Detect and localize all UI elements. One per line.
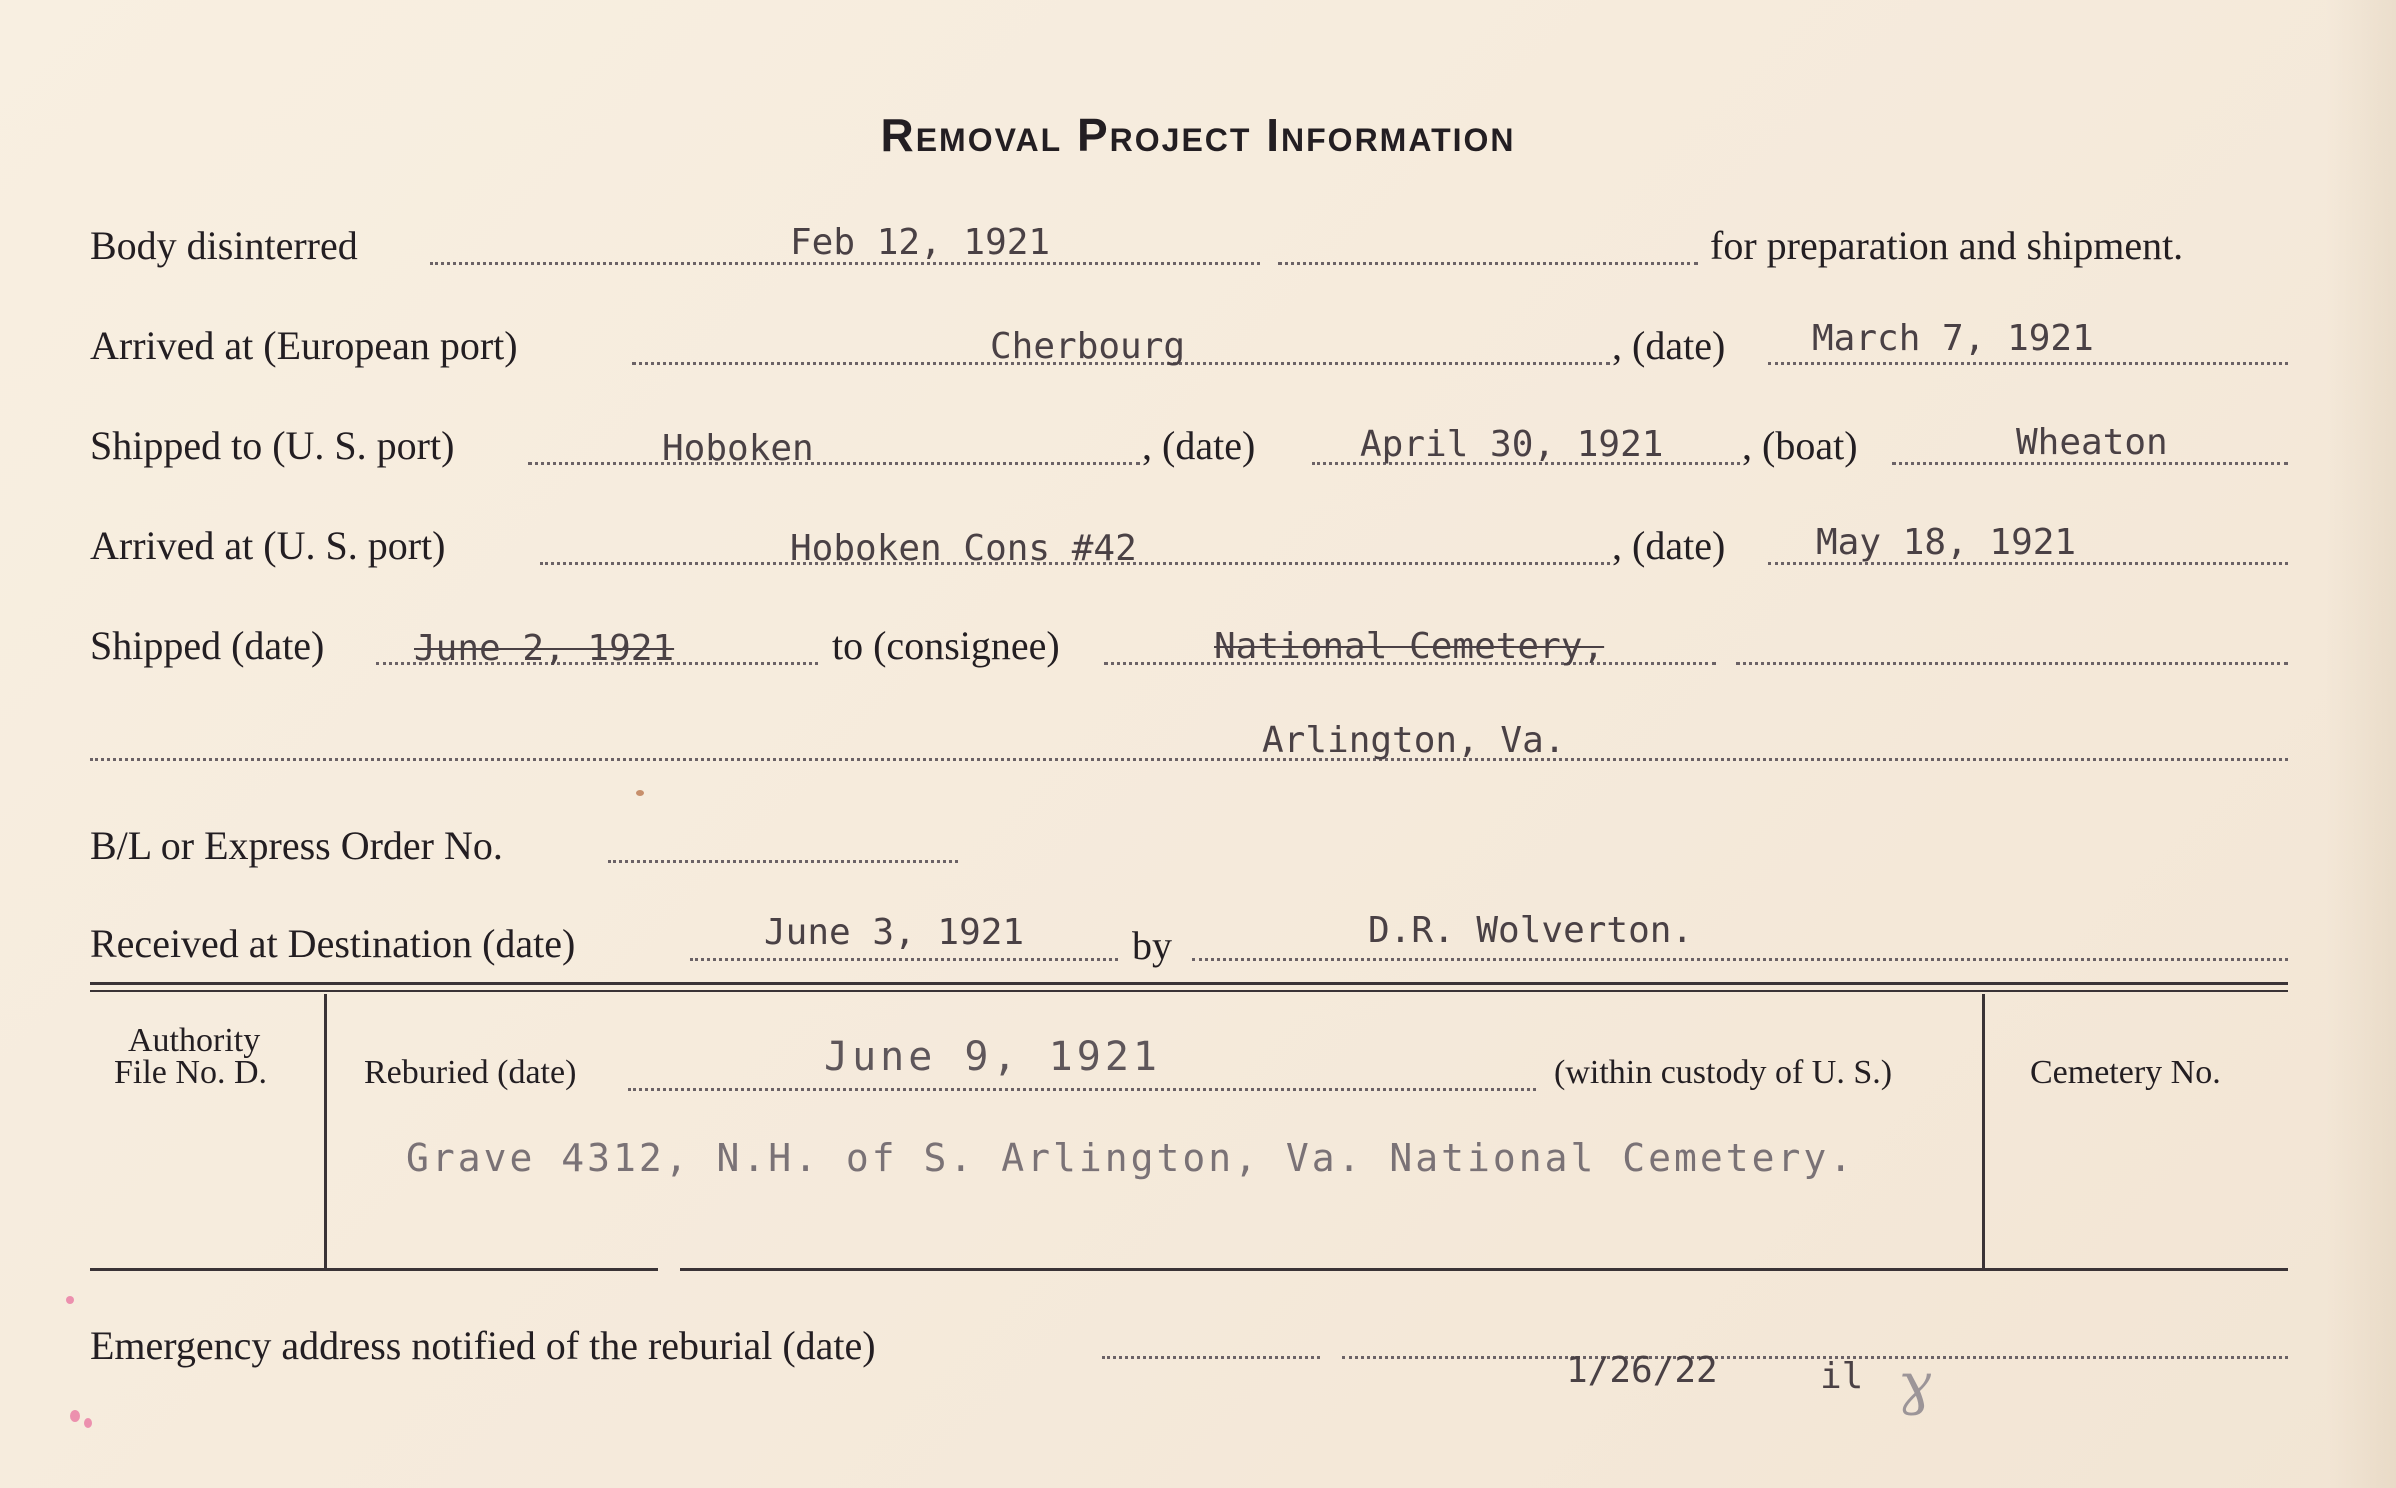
shipped-us-boat-label: , (boat) — [1742, 423, 1858, 468]
body-disinterred-value: Feb 12, 1921 — [790, 222, 1051, 263]
box-divider-right — [1982, 994, 1985, 1268]
card-edge-shadow — [2326, 0, 2396, 1488]
reburied-line — [628, 1088, 1536, 1091]
shipped-label: Shipped (date) — [90, 623, 325, 668]
ink-blot — [66, 1296, 74, 1304]
received-by-label: by — [1132, 923, 1172, 968]
arrived-us-date-label: , (date) — [1612, 523, 1726, 568]
shipped-consignee-line2: Arlington, Va. — [1262, 720, 1566, 761]
form-title: Removal Project Information — [880, 109, 1516, 161]
arrived-european-label: Arrived at (European port) — [90, 323, 518, 368]
body-disinterred-label: Body disinterred — [90, 223, 358, 268]
arrived-us-value: Hoboken Cons #42 — [790, 528, 1137, 569]
box-bottom-rule-2 — [680, 1268, 2288, 1271]
cemetery-no-label: Cemetery No. — [2030, 1054, 2221, 1091]
reburied-date: June 9, 1921 — [824, 1034, 1161, 1080]
ink-blot — [636, 790, 644, 796]
emergency-initials: il — [1820, 1356, 1864, 1397]
shipped-us-line — [528, 462, 1140, 465]
box-top-rule — [90, 982, 2288, 985]
box-top-rule-2 — [90, 990, 2288, 992]
bl-order-label: B/L or Express Order No. — [90, 823, 503, 868]
reburied-grave: Grave 4312, N.H. of S. Arlington, Va. National Cemetery. — [406, 1136, 1856, 1180]
box-bottom-rule-1 — [90, 1268, 658, 1271]
shipped-us-label: Shipped to (U. S. port) — [90, 423, 455, 468]
authority-label-2: File No. D. — [114, 1054, 267, 1091]
received-date: June 3, 1921 — [764, 912, 1025, 953]
bl-order-line — [608, 860, 958, 863]
received-by-line — [1192, 958, 2288, 961]
emergency-label: Emergency address notified of the reburial (date) — [90, 1323, 876, 1368]
received-label: Received at Destination (date) — [90, 921, 576, 966]
arrived-european-date: March 7, 1921 — [1812, 318, 2094, 359]
ink-blot — [70, 1410, 80, 1422]
arrived-european-value: Cherbourg — [990, 326, 1186, 367]
authority-label-1: Authority — [128, 1022, 261, 1059]
received-date-line — [690, 958, 1118, 961]
arrived-european-date-line — [1768, 362, 2288, 365]
consignee-line-2 — [90, 758, 2288, 761]
ink-blot — [84, 1418, 92, 1428]
emergency-date: 1/26/22 — [1566, 1350, 1718, 1391]
shipped-us-date: April 30, 1921 — [1360, 424, 1664, 465]
emergency-line-1 — [1102, 1356, 1320, 1359]
arrived-us-date: May 18, 1921 — [1816, 522, 2077, 563]
shipped-consignee-line-2 — [1736, 662, 2288, 665]
arrived-us-label: Arrived at (U. S. port) — [90, 523, 446, 568]
body-disinterred-suffix: for preparation and shipment. — [1710, 223, 2184, 268]
body-disinterred-line-2 — [1278, 262, 1698, 265]
arrived-european-date-label: , (date) — [1612, 323, 1726, 368]
shipped-date-value: June 2, 1921 — [414, 628, 675, 669]
shipped-us-value: Hoboken — [662, 428, 814, 469]
box-divider-left — [324, 994, 327, 1268]
reburied-note: (within custody of U. S.) — [1554, 1054, 1893, 1091]
handwritten-mark: ɣ — [1898, 1352, 1932, 1417]
shipped-consignee: National Cemetery, — [1214, 626, 1605, 667]
shipped-us-boat: Wheaton — [2016, 422, 2168, 463]
shipped-us-date-label: , (date) — [1142, 423, 1256, 468]
shipped-consignee-label: to (consignee) — [832, 623, 1060, 668]
emergency-line-2 — [1342, 1356, 2288, 1359]
reburied-label: Reburied (date) — [364, 1054, 577, 1091]
received-by: D.R. Wolverton. — [1368, 910, 1694, 951]
